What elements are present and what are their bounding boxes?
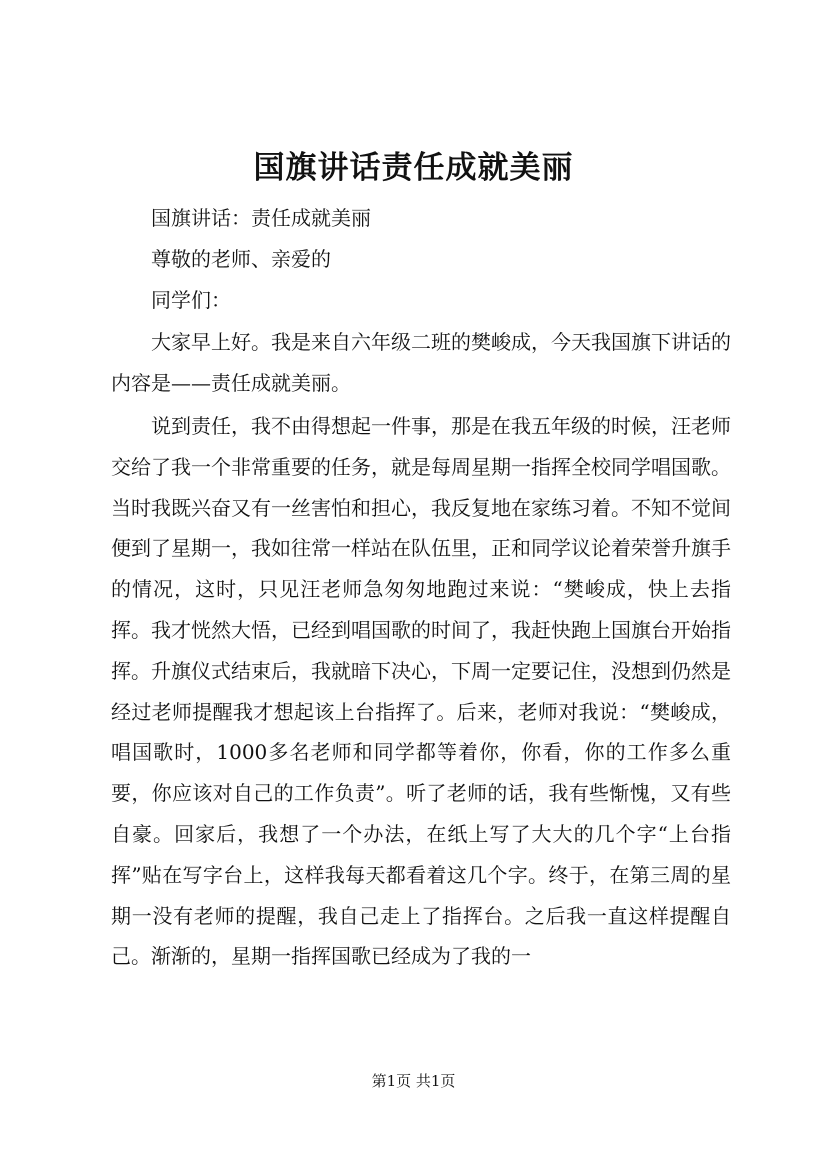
paragraph-greeting: 大家早上好。我是来自六年级二班的樊峻成，今天我国旗下讲话的内容是——责任成就美丽。 bbox=[111, 330, 731, 396]
page-footer: 第1页 共1页 bbox=[371, 1072, 456, 1090]
paragraph-main: 说到责任，我不由得想起一件事，那是在我五年级的时候，汪老师交给了我一个非常重要的任务，就是每周星期一指挥全校同学唱国歌。当时我既兴奋又有一丝害怕和担心，我反复地在家练习着。不知不觉间便到了星期一，我如往常一样站在队伍里，正和同学议论着荣誉升旗手的情况，这时，只见汪老师急匆匆地跑过来说：“樊峻成，快上去指挥。我才恍然大悟，已经到唱国歌的时间了，我赶快跑上国旗台开始指挥。升旗仪式结束后，我就暗下决心，下周一定要记住，没想到仍然是经过老师提醒我才想起该上台指挥了。后来，老师对我说：“樊峻成，唱国歌时，1000多名老师和同学都等着你，你看，你的工作多么重要，你应该对自己的工作负责”。听了老师的话，我有些惭愧，又有些自豪。回家后，我想了一个办法，在纸上写了大大的几个字“上台指挥”贴在写字台上，这样我每天都看着这几个字。终于，在第三周的星期一没有老师的提醒，我自己走上了指挥台。之后我一直这样提醒自己。渐渐的，星期一指挥国歌已经成为了我的一 bbox=[111, 413, 731, 969]
document-body bbox=[111, 198, 731, 977]
paragraph-heading: 国旗讲话：责任成就美丽 bbox=[151, 206, 371, 230]
document-title: 国旗讲话责任成就美丽 bbox=[253, 150, 574, 186]
paragraph-salutation-cont: 同学们： bbox=[151, 287, 231, 312]
paragraph-salutation: 尊敬的老师、亲爱的 bbox=[151, 246, 331, 271]
